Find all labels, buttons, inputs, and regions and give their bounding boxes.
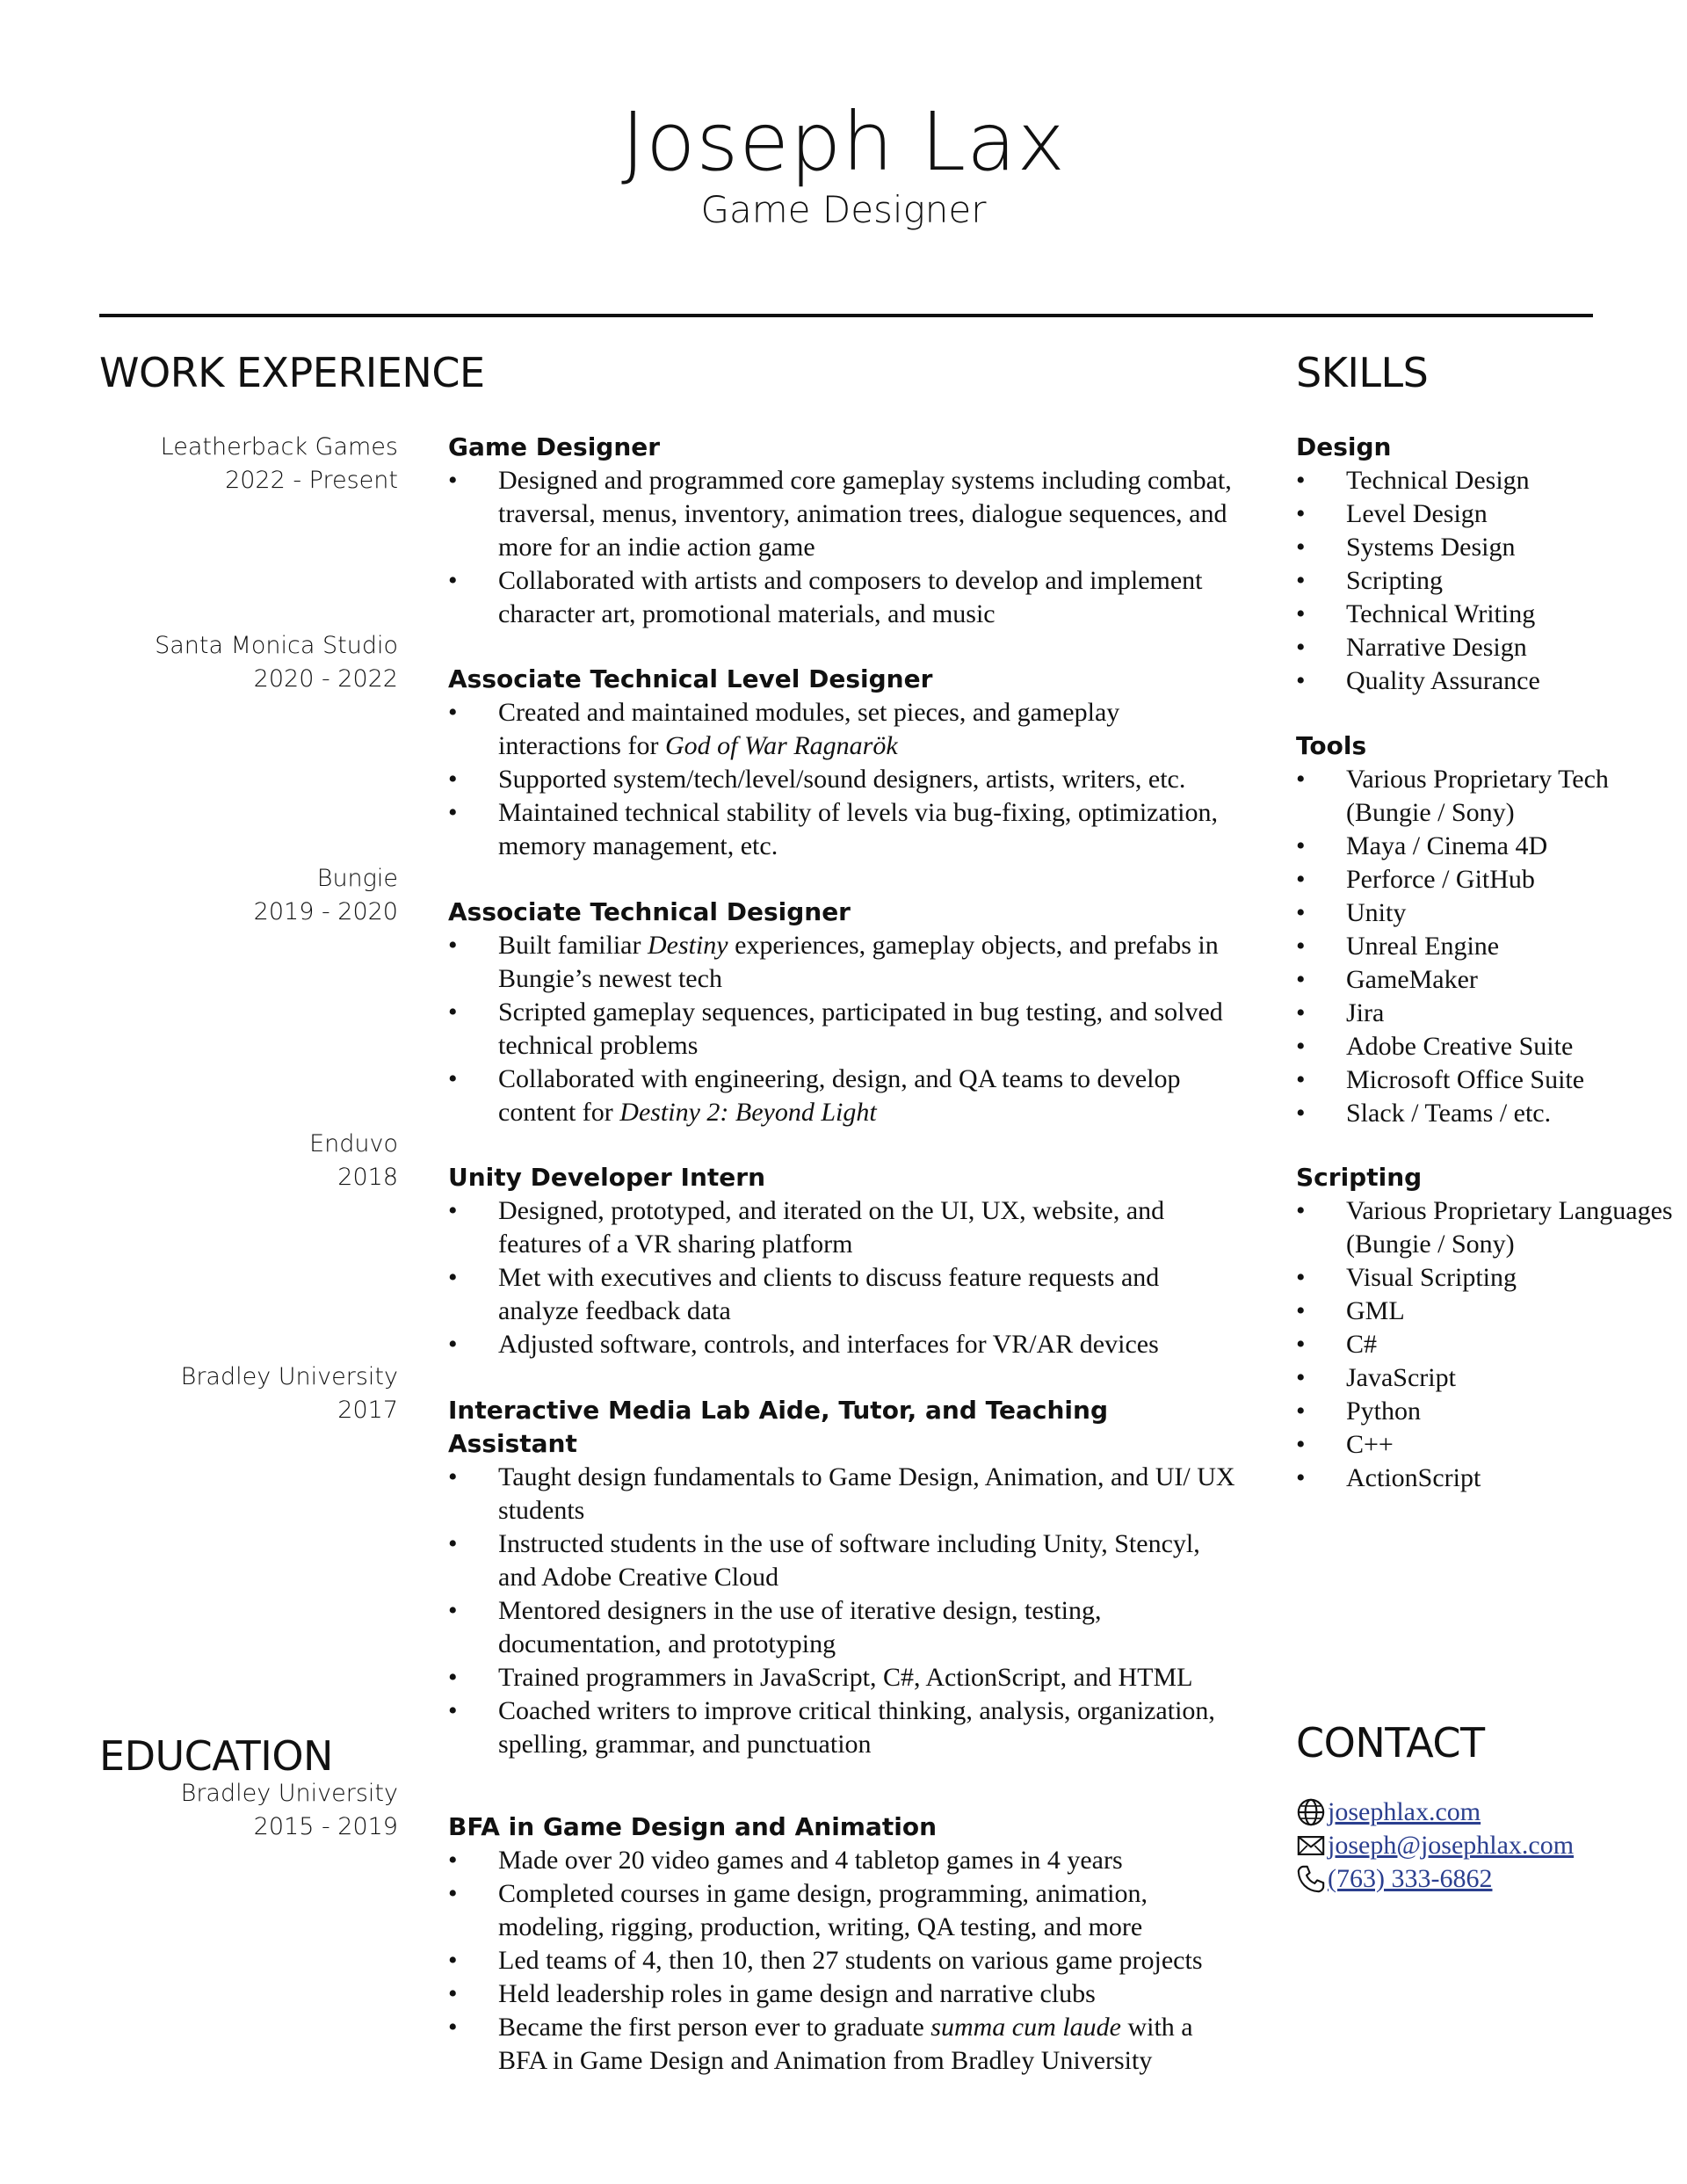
job-entry <box>448 663 1239 863</box>
phone-link[interactable] <box>1296 1862 1683 1896</box>
skills-list <box>1296 464 1683 698</box>
list-item: • Scripted gameplay sequences, participated in bug testing, and solved technical problems <box>448 996 1239 1063</box>
date-range: 2018 <box>337 1164 398 1191</box>
job-entry <box>448 1161 1239 1361</box>
job-title: Associate Technical Level Designer <box>448 664 933 693</box>
skill-item: • Scripting <box>1296 564 1683 598</box>
school-date <box>64 1777 398 1844</box>
email-text[interactable]: joseph@josephlax.com <box>1328 1831 1575 1860</box>
bullet-text: Built familiar <box>498 931 648 960</box>
email-link[interactable] <box>1296 1829 1683 1862</box>
contact-block <box>1296 1796 1683 1896</box>
skills-category: Tools <box>1296 731 1367 760</box>
company-date <box>64 629 398 696</box>
skill-item: • Microsoft Office Suite <box>1296 1063 1683 1097</box>
company-date <box>64 862 398 929</box>
education-heading: EDUCATION <box>99 1732 333 1780</box>
date-range: 2019 - 2020 <box>253 898 398 925</box>
list-item: • Mentored designers in the use of iterative design, testing, documentation, and prototyping <box>448 1594 1239 1661</box>
list-item: • Met with executives and clients to discuss feature requests and analyze feedback data <box>448 1261 1239 1328</box>
list-item <box>448 1063 1239 1129</box>
skills-category: Design <box>1296 432 1392 461</box>
list-item: • Made over 20 video games and 4 tabletop games in 4 years <box>448 1844 1239 1877</box>
skill-item: • Systems Design <box>1296 531 1683 564</box>
skill-item: • Slack / Teams / etc. <box>1296 1097 1683 1130</box>
skill-item: • Perforce / GitHub <box>1296 863 1683 896</box>
company-name: Bungie <box>316 865 398 892</box>
company-date <box>64 1128 398 1194</box>
skill-item: • GML <box>1296 1295 1683 1328</box>
list-item: • Taught design fundamentals to Game Design, Animation, and UI/ UX students <box>448 1461 1239 1527</box>
contact-heading: CONTACT <box>1296 1719 1485 1767</box>
skills-list <box>1296 763 1683 1130</box>
list-item: • Designed, prototyped, and iterated on the UI, UX, website, and features of a VR sharing platform <box>448 1194 1239 1261</box>
date-range: 2022 - Present <box>225 467 398 494</box>
website-text[interactable]: josephlax.com <box>1328 1797 1481 1826</box>
skill-item: • Unreal Engine <box>1296 930 1683 963</box>
list-item: • Adjusted software, controls, and interfaces for VR/AR devices <box>448 1328 1239 1361</box>
list-item: • Supported system/tech/level/sound designers, artists, writers, etc. <box>448 763 1239 796</box>
skills-design <box>1296 431 1683 698</box>
job-title: Game Designer <box>448 432 661 461</box>
degree-title: BFA in Game Design and Animation <box>448 1812 938 1841</box>
company-date <box>64 1360 398 1427</box>
company-name: Enduvo <box>309 1130 398 1157</box>
skill-item: • Maya / Cinema 4D <box>1296 830 1683 863</box>
bullet-text: experiences, gameplay objects, and prefabs in Bungie’s newest tech <box>498 931 1219 993</box>
company-date <box>64 431 398 497</box>
list-item: • Led teams of 4, then 10, then 27 students on various game projects <box>448 1944 1239 1977</box>
skill-item: • Visual Scripting <box>1296 1261 1683 1295</box>
list-item: • Instructed students in the use of software including Unity, Stencyl, and Adobe Creative Cloud <box>448 1527 1239 1594</box>
job-title: Associate Technical Designer <box>448 897 851 926</box>
skill-item: • Quality Assurance <box>1296 664 1683 698</box>
skill-item: • Level Design <box>1296 497 1683 531</box>
game-title: God of War Ragnarök <box>664 731 898 760</box>
list-item <box>448 929 1239 996</box>
skill-item: • Various Proprietary Languages (Bungie / Sony) <box>1296 1194 1683 1261</box>
honor-text: summa cum laude <box>930 2013 1121 2042</box>
globe-icon <box>1296 1797 1326 1827</box>
candidate-name: Joseph Lax <box>621 95 1066 189</box>
list-item: • Maintained technical stability of levels via bug-fixing, optimization, memory management, etc. <box>448 796 1239 863</box>
work-experience-heading: WORK EXPERIENCE <box>99 349 485 396</box>
skill-item: • Python <box>1296 1395 1683 1428</box>
bullet-text: Became the first person ever to graduate <box>498 2013 931 2042</box>
bullet-text: Created and maintained modules, set pieces, and gameplay interactions for <box>498 698 1120 760</box>
list-item: • Collaborated with artists and composers to develop and implement character art, promotional materials, and music <box>448 564 1239 631</box>
game-title: Destiny <box>647 931 728 960</box>
school-name: Bradley University <box>180 1780 398 1807</box>
website-link[interactable] <box>1296 1796 1683 1829</box>
job-title: Interactive Media Lab Aide, Tutor, and Teaching Assistant <box>448 1396 1108 1458</box>
skill-item: • C++ <box>1296 1428 1683 1462</box>
skills-scripting <box>1296 1161 1683 1495</box>
education-entry <box>448 1810 1239 2078</box>
company-name: Santa Monica Studio <box>155 632 398 659</box>
date-range: 2017 <box>337 1397 398 1424</box>
skills-category: Scripting <box>1296 1163 1423 1192</box>
mail-icon <box>1296 1831 1326 1861</box>
list-item: • Trained programmers in JavaScript, C#, ActionScript, and HTML <box>448 1661 1239 1694</box>
job-entry <box>448 896 1239 1129</box>
skills-tools <box>1296 729 1683 1130</box>
list-item: • Completed courses in game design, programming, animation, modeling, rigging, production, writing, QA testing, and more <box>448 1877 1239 1944</box>
bullet-text: Collaborated with engineering, design, and QA teams to develop content for <box>498 1064 1181 1127</box>
phone-text[interactable]: (763) 333-6862 <box>1328 1864 1493 1893</box>
skill-item: • Adobe Creative Suite <box>1296 1030 1683 1063</box>
skill-item: • Technical Design <box>1296 464 1683 497</box>
company-name: Bradley University <box>180 1363 398 1390</box>
skill-item: • Various Proprietary Tech (Bungie / Sony) <box>1296 763 1683 830</box>
job-title: Unity Developer Intern <box>448 1163 766 1192</box>
skill-item: • Unity <box>1296 896 1683 930</box>
skill-item: • Narrative Design <box>1296 631 1683 664</box>
skill-item: • C# <box>1296 1328 1683 1361</box>
resume-header <box>0 97 1687 232</box>
candidate-title: Game Designer <box>700 188 987 231</box>
date-range: 2015 - 2019 <box>253 1813 398 1840</box>
list-item: • Held leadership roles in game design and narrative clubs <box>448 1977 1239 2011</box>
skills-list <box>1296 1194 1683 1495</box>
list-item <box>448 2011 1239 2078</box>
game-title: Destiny 2: Beyond Light <box>619 1098 877 1127</box>
list-item <box>448 696 1239 763</box>
skill-item: • JavaScript <box>1296 1361 1683 1395</box>
list-item: • Designed and programmed core gameplay systems including combat, traversal, menus, inventory, animation trees, dialogue sequences, and more for an indie action game <box>448 464 1239 564</box>
job-entry <box>448 431 1239 631</box>
list-item: • Coached writers to improve critical thinking, analysis, organization, spelling, grammar, and punctuation <box>448 1694 1239 1761</box>
bullet-text: with a BFA in Game Design and Animation from Bradley University <box>498 2013 1193 2075</box>
skills-heading: SKILLS <box>1296 349 1429 396</box>
header-divider <box>99 314 1593 317</box>
date-range: 2020 - 2022 <box>253 665 398 693</box>
skill-item: • ActionScript <box>1296 1462 1683 1495</box>
job-entry <box>448 1394 1239 1761</box>
skill-item: • GameMaker <box>1296 963 1683 997</box>
skill-item: • Technical Writing <box>1296 598 1683 631</box>
company-name: Leatherback Games <box>160 433 398 461</box>
phone-icon <box>1296 1864 1326 1894</box>
skill-item: • Jira <box>1296 997 1683 1030</box>
